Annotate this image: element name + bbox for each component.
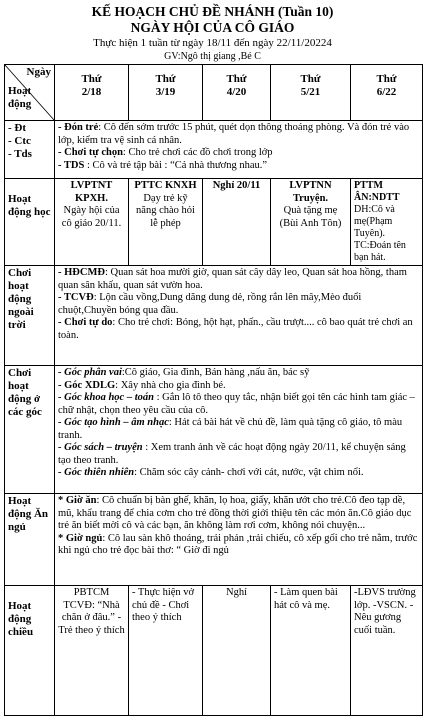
content-line: - HĐCMĐ: Quan sát hoa mười giờ, quan sát cây dây leo, Quan sát hoa hồng, tham quan sân khấu, quan sát vườn hoa. <box>58 267 407 291</box>
row-label: Hoạt động Ăn ngủ <box>5 494 55 586</box>
row-content <box>55 266 423 366</box>
content-line: * Giờ ăn: Cô chuẩn bị bàn ghế, khăn, lọ hoa, giấy, khăn ướt cho trẻ.Cô đeo tạp dề, mũ, khẩu trang để chia cơm cho trẻ đồng thời giới thiệu tên các món ăn.Cô giáo dục trẻ ăn biết mời cô và các bạn, ăn không làm rơi cơm, không nói chuyện... <box>58 495 412 531</box>
day-name: Thứ <box>81 73 102 85</box>
label-line: - Ctc <box>8 135 31 147</box>
day-date: 5/21 <box>300 86 321 98</box>
day-date: 2/18 <box>81 86 102 98</box>
row-content <box>55 366 423 494</box>
row-label: Chơi hoạt động ngoài trời <box>5 266 55 366</box>
content-line: - Góc sách – truyện : Xem tranh ảnh về các hoạt động ngày 20/11, kể chuyện sáng tạo theo tranh. <box>58 442 406 466</box>
row-hoc <box>5 179 423 266</box>
chieu-cell: PBTCM TCVĐ: “Nhà chăn ở đâu.” -Trẻ theo ý thích <box>55 586 129 716</box>
row-label: Hoạt động học <box>5 179 55 266</box>
day-header <box>55 65 129 121</box>
content-line: - Đón trẻ: Cô đến sớm trước 15 phút, quét dọn thông thoáng phòng. Và đón trẻ vào lớp, kiểm tra vệ sinh cá nhân. <box>58 122 410 146</box>
day-name: Thứ <box>376 73 397 85</box>
row-label <box>5 121 55 179</box>
content-line: * Giờ ngủ: Cô lau sàn khô thoáng, trải phản ,trải chiếu, cô xếp gối cho trẻ nằm, trước khi ngủ cho trẻ đọc bài thơ: “ Giờ đi ngủ <box>58 532 418 556</box>
day-date: 4/20 <box>226 86 247 98</box>
chieu-cell: -LĐVS trường lớp. -VSCN. -Nêu gương cuối tuần. <box>351 586 423 716</box>
plan-title: KẾ HOẠCH CHỦ ĐỀ NHÁNH (Tuần 10) <box>91 4 334 19</box>
content-line: - Chơi tự do: Cho trẻ chơi: Bóng, hột hạt, phấn., cầu trượt.... cô bao quát trẻ chơi an toàn. <box>58 317 413 341</box>
content-line: - Chơi tự chọn: Cho trẻ chơi các đồ chơi trong lớp <box>58 147 273 158</box>
row-label: Hoạt động chiều <box>5 586 55 716</box>
plan-theme: NGÀY HỘI CỦA CÔ GIÁO <box>130 20 295 35</box>
row-content <box>55 121 423 179</box>
weekly-plan-table <box>4 64 423 716</box>
content-line: - Góc tạo hình – âm nhạc: Hát cá bài hát về chủ đề, làm quà tặng cô giáo, tô màu tranh. <box>58 417 403 441</box>
content-line: - Góc phân vai:Cô giáo, Gia đình, Bán hàng ,nấu ăn, bác sỹ <box>58 367 310 378</box>
hoc-cell: LVPTNN Truyện. Quà tặng mẹ (Bùi Anh Tôn) <box>271 179 351 266</box>
day-header <box>271 65 351 121</box>
day-header-row <box>5 65 423 121</box>
day-header <box>203 65 271 121</box>
plan-dates: Thực hiện 1 tuần từ ngày 18/11 đến ngày 22/11/20224 <box>93 37 332 49</box>
day-date: 3/19 <box>155 86 176 98</box>
content-line: - Góc XDLG: Xây nhà cho gia đình bé. <box>58 379 226 391</box>
hoc-cell: LVPTNT KPXH. Ngày hội của cô giáo 20/11. <box>55 179 129 266</box>
corner-ngay: Ngày <box>26 66 51 78</box>
content-line: - Góc khoa học – toán : Gắn lô tô theo quy tắc, nhận biết gọi tên các hình tam giác – chữ nhật, chọn theo yêu cầu của cô. <box>58 392 415 416</box>
row-chieu <box>5 586 423 716</box>
day-header <box>129 65 203 121</box>
row-ngoai-troi <box>5 266 423 366</box>
content-line: - TDS : Cô và trẻ tập bài : “Cả nhà thương nhau.” <box>58 159 268 171</box>
content-line: - Góc thiên nhiên: Chăm sóc cây cảnh- chơi với cát, nước, vật chìm nổi. <box>58 467 364 478</box>
row-label: Chơi hoạt động ở các góc <box>5 366 55 494</box>
hoc-cell: PTTC KNXH Dạy trẻ kỹ năng chào hỏi lễ phép <box>129 179 203 266</box>
content-line: - TCVĐ: Lộn cầu vồng,Dung dăng dung dẻ, rồng rắn lên mây,Mèo đuổi chuột,Chuyền bóng qua đầu. <box>58 292 362 316</box>
day-header <box>351 65 423 121</box>
chieu-cell: - Thực hiện vở chủ đề - Chơi theo ý thích <box>129 586 203 716</box>
row-content <box>55 494 423 586</box>
teacher-line: GV:Ngô thị giang ,Bé C <box>164 51 261 62</box>
row-an-ngu <box>5 494 423 586</box>
row-goc <box>5 366 423 494</box>
day-name: Thứ <box>155 73 176 85</box>
day-name: Thứ <box>226 73 247 85</box>
day-name: Thứ <box>300 73 321 85</box>
chieu-cell: Nghỉ <box>203 586 271 716</box>
corner-hoatdong: Hoạt động <box>8 85 32 110</box>
corner-cell <box>5 65 55 121</box>
label-line: - Đt <box>8 122 27 134</box>
label-line: - Tds <box>8 148 32 160</box>
hoc-cell: Nghỉ 20/11 <box>203 179 271 266</box>
chieu-cell: - Làm quen bài hát cô và mẹ. <box>271 586 351 716</box>
hoc-cell: PTTM ÂN:NDTT DH:Cô và mẹ(Phạm Tuyên). TC:Đoán tên bạn hát. <box>351 179 423 266</box>
day-date: 6/22 <box>376 86 397 98</box>
row-don-tre <box>5 121 423 179</box>
